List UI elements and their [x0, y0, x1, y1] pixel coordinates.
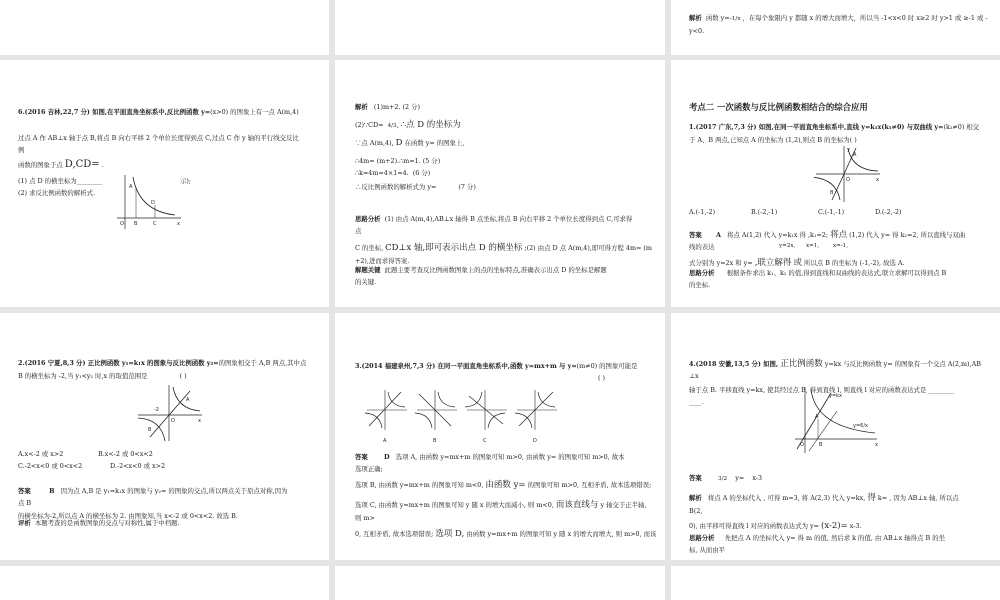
x-axis-label: x [177, 221, 180, 227]
point-d-label: D [151, 200, 155, 206]
svg-text:O: O [800, 442, 804, 448]
point-a-label: A [129, 184, 133, 190]
svg-text:O: O [846, 177, 850, 183]
origin-label: O [120, 221, 124, 227]
svg-text:A: A [186, 397, 190, 403]
page-thumb-solution-6: 解析 (1)m+2. (2 分) (2)∵CD= 4/3, ∴点 D 的坐标为 ∵点 A(m,4), D 在函数 y= 的图象上, ∴4m= (m+2).∴m=1. (5 分) ∴k=4m=4×1=4. (6 分) ∴反比例函数的解析式为 y= (7 分) 思路分析 (1) 由点 A(m,4),AB⊥x 轴得 B 点坐标,将点 B 向右平移 2 个单位长度得到点 C,可求得 点 C 的坐标, CD⊥x 轴,即可表示出点 D 的横坐标 ;(2) 由点 D 点 A(m,4),即可得方程 4m= (m +2),进而求得答案. 解题关键 此题主要考查反比例函数图象上的点的坐标特点,准确表示出点 D 的坐标是解题 的关键. [335, 60, 665, 307]
svg-text:A: A [853, 152, 857, 158]
point-b-label: B [134, 221, 138, 227]
page-thumb-problem-3: 3.(2014 福建泉州,7,3 分) 在同一平面直角坐标系中,函数 y=mx+m 与 y=(m≠0) 的图象可能是 ( ) A B C D 答案 D 选项 A, 由函数 y=mx+m 的图象可知 m>0, 由函数 y= 的图象可知 m>0, 故本 选项正确; 选项 B, 由函数 y=mx+m 的图象可知 m<0, 由函数 y= 的图象可知 m>0, 互相矛盾, 故本选项错误; 选项 C, 由函数 y=mx+m 的图象可知 y 随 x 的增大而减小, 则 m<0, 而该直线与 y 轴交于正半轴, 则 m> 0, 互相矛盾, 故本选项错误; 选项 D, 由函数 y=mx+m 的图象可知 y 随 x 的增大而增大, 则 m>0, 而该 [335, 313, 665, 560]
option-d-graph [515, 390, 557, 444]
svg-text:B: B [819, 442, 823, 448]
svg-text:O: O [171, 418, 175, 424]
problem-4-graph [791, 383, 881, 455]
page-thumb-top-left [0, 0, 329, 55]
svg-text:C: C [483, 438, 487, 444]
page-thumb-topic-2: 考点二 一次函数与反比例函数相结合的综合应用 1.(2017 广东,7,3 分) 如图,在同一平面直角坐标系中,直线 y=k₁x(k₁≠0) 与双曲线 y=(k₂≠0) 相交 于 A、B 两点,已知点 A 的坐标为 (1,2),则点 B 的坐标为( ) A B O x y A.(-1,-2) B.(-2,-1) C.(-1,-1) D.(-2,-2) 答案 A 将点 A(1,2) 代入 y=k₁x 得 ,k₁=2; 将点 (1,2) 代入 y= 得 k₂=2, 所以直线与双曲 线的表达 y=2x, x=1, x=-1, 式分别为 y=2x 和 y= ,联立解得 或 所以点 B 的坐标为 (-1,-2), 故选 A. 思路分析 根据条件求出 k₁、k₂ 的值,得到直线和双曲线的表达式,联立求解可以得到点 B 的坐标. [671, 60, 1000, 307]
problem-6-title: 6.(2016 吉林,22,7 分) 如图,在平面直角坐标系中,反比例函数 y=(x>0) 的图象上有一点 A(m,4) [18, 108, 299, 116]
page-thumb-problem-6: 6.(2016 吉林,22,7 分) 如图,在平面直角坐标系中,反比例函数 y=(x>0) 的图象上有一点 A(m,4) 过点 A 作 AB⊥x 轴于点 B,将点 B 向右平移 2 个单位长度得到点 C,过点 C 作 y 轴的平行线交反比 例 函数的图象于点 D,CD= . (1) 点 D 的横坐标为________ 示); (2) 求反比例函数的解析式. A D O B C x [0, 60, 329, 307]
option-a-graph [365, 390, 407, 444]
page-thumb-problem-4: 4.(2018 安徽,13,5 分) 如图, 正比例函数 y=kx 与反比例函数 y= 的图象有一个交点 A(2,m),AB ⊥x 轴于点 B. 平移直线 y=kx, 使其经过点 B, 得到直线 l, 则直线 l 对应的函数表达式是 ________ ____. y=kx y=6/x A O B x 答案 3/2 y= x-3 解析 将点 A 的坐标代入 , 可得 m=3, 将 A(2,3) 代入 y=kx, 得 k= , 因为 AB⊥x 轴, 所以点 B(2, 0), 由平移可得直线 l 对应的函数表达式为 y= (x-2)= x-3. 思路分析 先把点 A 的坐标代入 y= 得 m 的值, 然后求 k 的值, 由 AB⊥x 轴得点 B 的坐 标, 从而由平 [671, 313, 1000, 560]
page-thumb-problem-2: 2.(2016 宁夏,8,3 分) 正比例函数 y₁=k₁x 的图象与反比例函数 y₂=的图象相交于 A,B 两点,其中点 B 的横坐标为 -2,当 y₁<y₂ 时,x 的取值范围是 ( ) -2 A B O x A.x<-2 或 x>2 B.x<-2 或 0<x<2 C.-2<x<0 或 0<x<2 D.-2<x<0 或 x>2 答案 B 因为点 A,B 是 y₁=k₁x 的图象与 y₂= 的图象的交点,所以两点关于原点对称,因为 点 B 的横坐标为-2,所以点 A 的横坐标为 2. 由图象知,当 x<-2 或 0<x<2. 故选 B. 评析 本题考查的是函数图象的交点与对称性,属于中档题. [0, 313, 329, 560]
svg-text:-2: -2 [154, 407, 159, 413]
option-b-graph [415, 390, 457, 444]
section-heading: 考点二 一次函数与反比例函数相结合的综合应用 [689, 102, 868, 112]
point-c-label: C [153, 221, 157, 227]
svg-text:x: x [875, 442, 878, 448]
page-thumb-top-right: 解析 函数 y=-1/x ，在每个象限内 y 都随 x 的增大而增大，所以当 -1<x<0 时 x≥2 时 y>1 或 ≥-1 或 - y<0. [671, 0, 1000, 55]
page-thumb-bottom-right [671, 566, 1000, 600]
topic-graph [814, 144, 884, 204]
svg-text:B: B [830, 190, 834, 196]
page-thumb-bottom-middle [335, 566, 665, 600]
problem-2-graph [136, 383, 206, 443]
option-c-graph [465, 390, 507, 444]
svg-text:A: A [815, 414, 819, 420]
svg-text:y=6/x: y=6/x [853, 423, 868, 429]
svg-text:B: B [148, 427, 152, 433]
svg-text:B: B [433, 438, 437, 444]
page-thumb-bottom-left [0, 566, 329, 600]
page-thumb-top-middle [335, 0, 665, 55]
problem-3-option-graphs [365, 386, 565, 444]
svg-text:x: x [876, 177, 879, 183]
problem-6-graph [115, 173, 185, 233]
svg-text:y: y [847, 147, 850, 153]
svg-text:y=kx: y=kx [829, 393, 843, 399]
svg-text:x: x [198, 418, 201, 424]
analysis-line: 解析 函数 y=-1/x ，在每个象限内 y 都随 x 的增大而增大，所以当 -1<x<0 时 x≥2 时 y>1 或 ≥-1 或 - [689, 14, 988, 22]
svg-text:A: A [383, 438, 387, 444]
svg-text:D: D [533, 438, 537, 444]
